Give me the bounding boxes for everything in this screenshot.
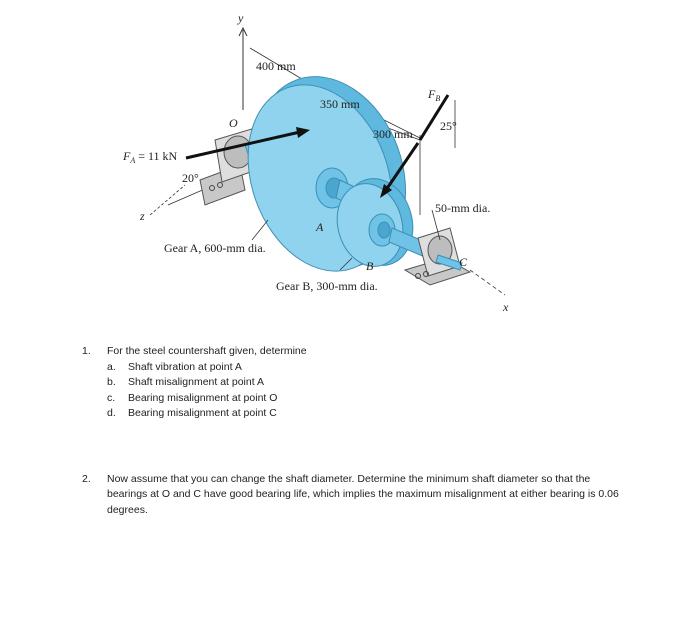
item-text: Bearing misalignment at point O [128, 391, 278, 404]
point-b-label: B [366, 259, 374, 273]
fb-subscript: B [435, 94, 441, 103]
shaft-dia-label: 50-mm dia. [435, 201, 491, 215]
item-text: Shaft misalignment at point A [128, 376, 264, 388]
point-c-label: C [459, 255, 468, 269]
question-2-number: 2. [82, 472, 91, 485]
fa-symbol: F [123, 149, 131, 163]
z-axis-label: z [140, 209, 145, 223]
force-fb-label [427, 87, 440, 103]
question-1-item [107, 375, 622, 391]
x-axis-line [470, 270, 505, 295]
question-2 [82, 472, 622, 519]
question-1-item [107, 391, 622, 407]
item-text: Bearing misalignment at point C [128, 407, 277, 419]
item-text: Shaft vibration at point A [128, 360, 242, 373]
angle-20-label: 20° [182, 171, 199, 185]
gear-a-caption: Gear A, 600-mm dia. [164, 241, 266, 255]
gear-a-leader [252, 220, 268, 240]
question-1 [82, 344, 622, 360]
question-1-number: 1. [82, 345, 91, 357]
dim-350-label: 350 mm [320, 97, 360, 111]
question-1-text: For the steel countershaft given, determine [107, 345, 307, 357]
force-fa-label [122, 149, 178, 165]
item-letter: a. [107, 360, 116, 373]
dim-300-label: 300 mm [373, 127, 413, 141]
question-1-item [107, 406, 622, 422]
fa-subscript: A [130, 156, 136, 165]
item-letter: b. [107, 376, 116, 388]
fa-value: = 11 kN [138, 149, 178, 163]
point-a-label: A [316, 220, 324, 234]
question-1-item [107, 360, 622, 376]
item-letter: d. [107, 407, 116, 419]
point-o-label: O [229, 116, 238, 130]
dim-400-label: 400 mm [256, 59, 296, 73]
questions [82, 344, 622, 518]
question-2-text: Now assume that you can change the shaft diameter. Determine the minimum shaft diameter so that the bearings at O and C have good bearing life, which implies the maximum misalignment at either bearing is 0.06 degrees. [107, 472, 619, 516]
y-axis-label: y [238, 11, 244, 25]
item-letter: c. [107, 391, 116, 404]
x-axis-label: x [503, 300, 509, 314]
fb-symbol: F [428, 87, 436, 101]
angle-25-label: 25° [440, 119, 457, 133]
gear-b-caption: Gear B, 300-mm dia. [276, 279, 378, 293]
